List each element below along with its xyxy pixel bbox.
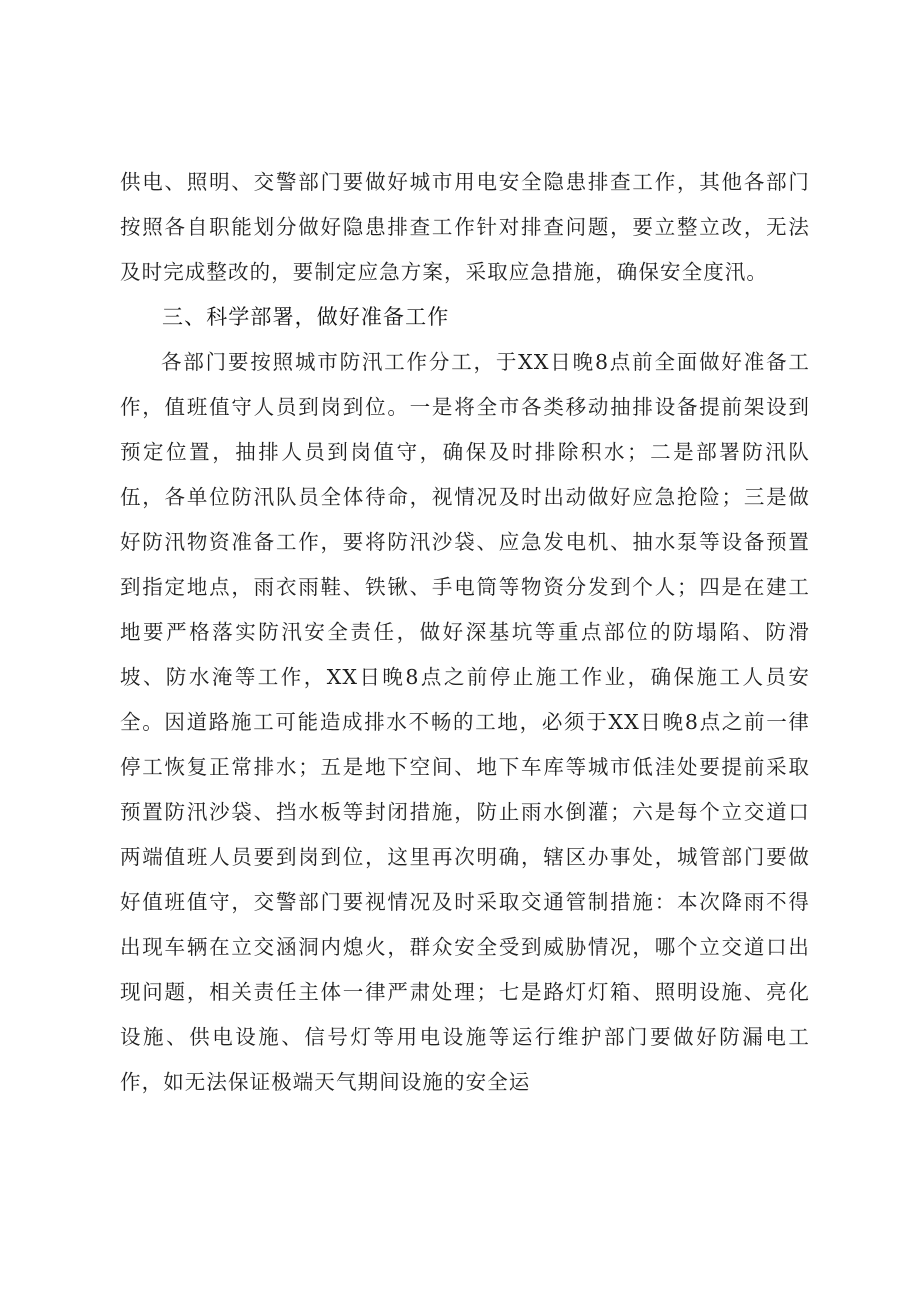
section-heading: 三、科学部署，做好准备工作 [162, 305, 450, 329]
document-body [120, 160, 810, 1105]
paragraph-continued: 供电、照明、交警部门要做好城市用电安全隐患排查工作，其他各部门按照各自职能划分做好隐患排查工作针对排查问题，要立整立改，无法及时完成整改的，要制定应急方案，采取应急措施，确保安全度汛。 [120, 170, 810, 284]
paragraph-main: 各部门要按照城市防汛工作分工，于XX日晚8点前全面做好准备工作，值班值守人员到岗到位。一是将全市各类移动抽排设备提前架设到预定位置，抽排人员到岗值守，确保及时排除积水；二是部署防汛队伍，各单位防汛队员全体待命，视情况及时出动做好应急抢险；三是做好防汛物资准备工作，要将防汛沙袋、应急发电机、抽水泵等设备预置到指定地点，雨衣雨鞋、铁锹、手电筒等物资分发到个人；四是在建工地要严格落实防汛安全责任，做好深基坑等重点部位的防塌陷、防滑坡、防水淹等工作，XX日晚8点之前停止施工作业，确保施工人员安全。因道路施工可能造成排水不畅的工地，必须于XX日晚8点之前一律停工恢复正常排水；五是地下空间、地下车库等城市低洼处要提前采取预置防汛沙袋、挡水板等封闭措施，防止雨水倒灌；六是每个立交道口两端值班人员要到岗到位，这里再次明确，辖区办事处，城管部门要做好值班值守，交警部门要视情况及时采取交通管制措施：本次降雨不得出现车辆在立交涵洞内熄火，群众安全受到威胁情况，哪个立交道口出现问题，相关责任主体一律严肃处理；七是路灯灯箱、照明设施、亮化设施、供电设施、信号灯等用电设施等运行维护部门要做好防漏电工作，如无法保证极端天气期间设施的安全运 [120, 350, 810, 1094]
